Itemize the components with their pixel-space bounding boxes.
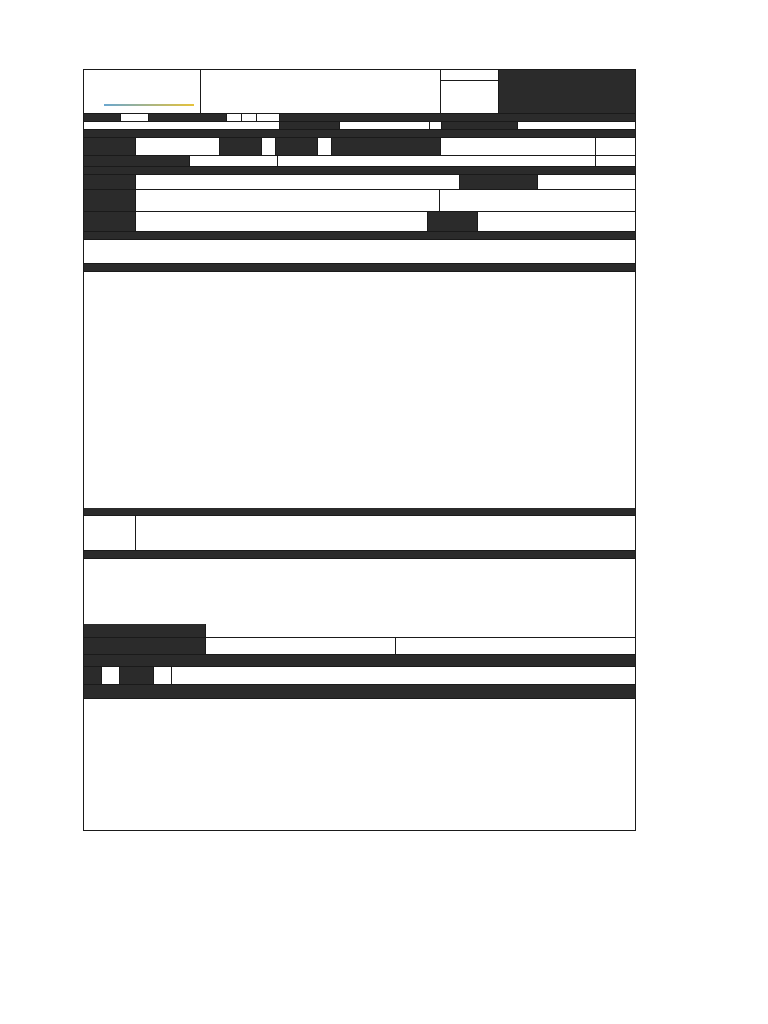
procesos-row: [84, 175, 635, 190]
form-code: [499, 70, 635, 113]
version-ficha-label: [149, 114, 227, 121]
vigencia-label: [280, 114, 635, 121]
experiencia-label: [84, 624, 206, 637]
section-title: [84, 508, 635, 515]
subprocesos-row: [84, 190, 635, 212]
version-ficha-b: [242, 114, 257, 121]
experiencia-row: [84, 624, 635, 638]
superior-label: [84, 212, 136, 231]
nivel-value: [441, 138, 596, 155]
otros-row: [84, 638, 635, 655]
spacer: [440, 190, 635, 211]
proposito-header: [84, 232, 635, 240]
spacer: [257, 114, 280, 121]
form-title: [201, 70, 441, 113]
spacer: [278, 156, 596, 166]
subprocesos-value: [136, 190, 440, 211]
nivel-label: [332, 138, 441, 155]
denominacion-value: [136, 138, 220, 155]
ubicacion-header: [84, 167, 635, 175]
equivalencias-header: [84, 655, 635, 667]
tipo-empleo-value: [190, 156, 278, 166]
codigo-ficha-value: [596, 156, 635, 166]
section-title: [84, 130, 635, 137]
version-formato-value: [441, 81, 498, 113]
dependencia-label: [428, 212, 478, 231]
requisitos-header: [84, 508, 635, 516]
no-label: [120, 667, 154, 684]
hasta-value: [518, 122, 635, 129]
cod-label: [220, 138, 262, 155]
dependencia-value: [478, 212, 635, 231]
form-header: [84, 70, 635, 114]
otros-label: [84, 638, 206, 654]
version-ficha-a: [227, 114, 242, 121]
vigencia-dates-row: [84, 122, 635, 130]
denominacion-row: [84, 138, 635, 156]
no-checkbox[interactable]: [154, 667, 172, 684]
estudios-row: [84, 516, 635, 551]
section-title: [84, 264, 635, 271]
job-description-form: [83, 69, 636, 831]
section-title: [84, 655, 635, 666]
otros-value: [206, 638, 396, 654]
version-formato: [441, 70, 499, 113]
section-title: [84, 685, 635, 698]
tipo-empleo-label: [84, 156, 190, 166]
logo-underline: [104, 104, 194, 106]
grado-label: [276, 138, 318, 155]
cod-value: [262, 138, 276, 155]
aplicacion-value: [538, 175, 635, 189]
ano-label: [84, 114, 121, 121]
estudios-value: [136, 516, 635, 550]
equivalencias-row: [84, 667, 635, 685]
ano-value: [121, 114, 149, 121]
aplicacion-label: [460, 175, 538, 189]
denominacion-label: [84, 138, 136, 155]
procesos-label: [84, 175, 136, 189]
version-formato-label: [441, 70, 498, 81]
subprocesos-label: [84, 190, 136, 211]
desde-label: [280, 122, 340, 129]
equivalencias-text: [172, 667, 635, 684]
vigencia-row: [84, 114, 635, 122]
si-checkbox[interactable]: [102, 667, 120, 684]
hasta-label: [442, 122, 518, 129]
proposito-row: [84, 240, 635, 264]
identificacion-header: [84, 130, 635, 138]
superior-value: [136, 212, 428, 231]
section-title: [84, 551, 635, 558]
proposito-text: [84, 240, 635, 263]
section-title: [84, 167, 635, 174]
spacer: [84, 122, 280, 129]
experiencia-value: [206, 624, 635, 637]
grado-value: [318, 138, 332, 155]
procesos-value: [136, 175, 460, 189]
codigo-ficha-label: [596, 138, 635, 155]
superior-row: [84, 212, 635, 232]
nbc-header: [84, 551, 635, 559]
desde-value: [340, 122, 430, 129]
estudios-label: [84, 516, 136, 550]
dian-logo: [84, 70, 201, 113]
funciones-header: [84, 264, 635, 272]
spacer: [430, 122, 442, 129]
section-title: [84, 232, 635, 239]
competencias-header: [84, 685, 635, 699]
tipo-empleo-row: [84, 156, 635, 167]
spacer: [396, 638, 635, 654]
si-label: [84, 667, 102, 684]
